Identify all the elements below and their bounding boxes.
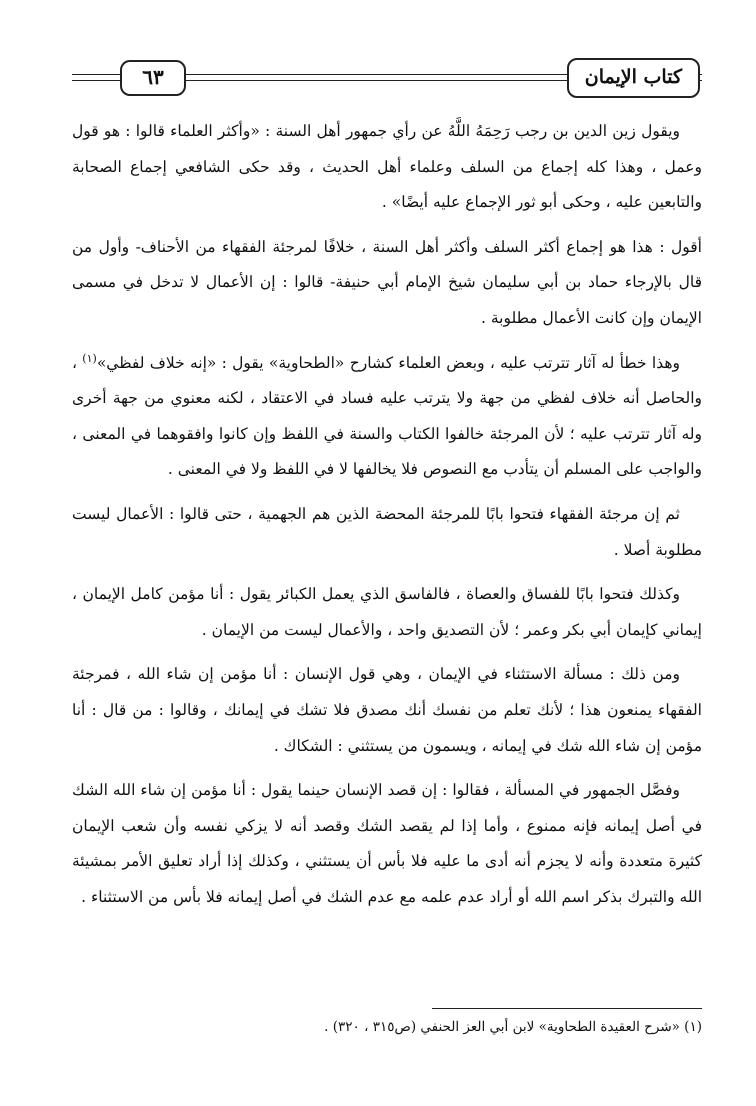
paragraph-murjia-fuqaha: أقول : هذا هو إجماع أكثر السلف وأكثر أهل السنة ، خلافًا لمرجئة الفقهاء من الأحناف- وأول من قال بالإرجاء حماد بن أبي سليمان شيخ الإمام أبي حنيفة- قالوا : إن الأعمال لا تدخل في مسمى الإيمان وإن كانت الأعمال مطلوبة . [72, 237, 702, 327]
page-number: ٦٣ [120, 60, 186, 96]
paragraph-verbal-disagreement [72, 346, 702, 488]
paragraph-istithna: ومن ذلك : مسألة الاستثناء في الإيمان ، وهي قول الإنسان : أنا مؤمن إن شاء الله ، فمرجئة الفقهاء يمنعون هذا ؛ لأنك تعلم من نفسك أنك مصدق فلا تشك في إيمانك ، وقالوا : من قال : أنا مؤمن إن شاء الله شك في إيمانه ، ويسمون من يستثني : الشكاك . [72, 665, 702, 755]
paragraph-text-end: ، والحاصل أنه خلاف لفظي من جهة ولا يترتب عليه فساد في الاعتقاد ، لكنه معنوي من جهة أخرى وله آثار تترتب عليه ؛ لأن المرجئة خالفوا الكتاب والسنة في اللفظ وإن كانوا وافقوهما في المعنى ، والواجب على المسلم أن يتأدب مع النصوص فلا يخالفها لا في اللفظ ولا في المعنى . [72, 353, 702, 479]
paragraph-jumhur-detail: وفصَّل الجمهور في المسألة ، فقالوا : إن قصد الإنسان حينما يقول : أنا مؤمن إن شاء الله الشك في أصل إيمانه فإنه ممنوع ، وأما إذا لم يقصد الشك وقصد أنه لا يزكي نفسه وأن شعب الإيمان كثيرة متعددة وأنه لا يجزم أنه أدى ما عليه فلا بأس أن يستثني ، وكذلك إذا أراد تعليق الأمر بمشيئة الله والتبرك بذكر اسم الله أو أراد عدم علمه مع عدم الشك في أصل إيمانه فلا بأس من الاستثناء . [72, 781, 702, 906]
paragraph-ibn-rajab-quote: ويقول زين الدين بن رجب رَحِمَهُ اللَّهُ عن رأي جمهور أهل السنة : «وأكثر العلماء قالوا : هو قول وعمل ، وهذا كله إجماع من السلف وعلماء أهل الحديث ، وقد حكى الشافعي إجماع الصحابة والتابعين عليه ، وحكى أبو ثور الإجماع عليه أيضًا» . [72, 122, 702, 212]
paragraph-text-start: وهذا خطأ له آثار تترتب عليه ، وبعض العلماء كشارح «الطحاوية» يقول : «إنه خلاف لفظي» [96, 353, 680, 372]
footnote-reference[interactable]: (١) [82, 351, 97, 365]
page-body [72, 114, 702, 924]
footnote-separator [432, 1008, 702, 1009]
page-header [72, 56, 702, 100]
footnote: (١) «شرح العقيدة الطحاوية» لابن أبي العز الحنفي (ص٣١٥ ، ٣٢٠) . [324, 1019, 702, 1035]
book-title: كتاب الإيمان [567, 58, 700, 98]
paragraph-jahmiyya: ثم إن مرجئة الفقهاء فتحوا بابًا للمرجئة المحضة الذين هم الجهمية ، حتى قالوا : الأعمال ليست مطلوبة أصلا . [72, 504, 702, 559]
paragraph-sinners: وكذلك فتحوا بابًا للفساق والعصاة ، فالفاسق الذي يعمل الكبائر يقول : أنا مؤمن كامل الإيمان ، إيماني كإيمان أبي بكر وعمر ؛ لأن التصديق واحد ، والأعمال ليست من الإيمان . [72, 585, 702, 639]
